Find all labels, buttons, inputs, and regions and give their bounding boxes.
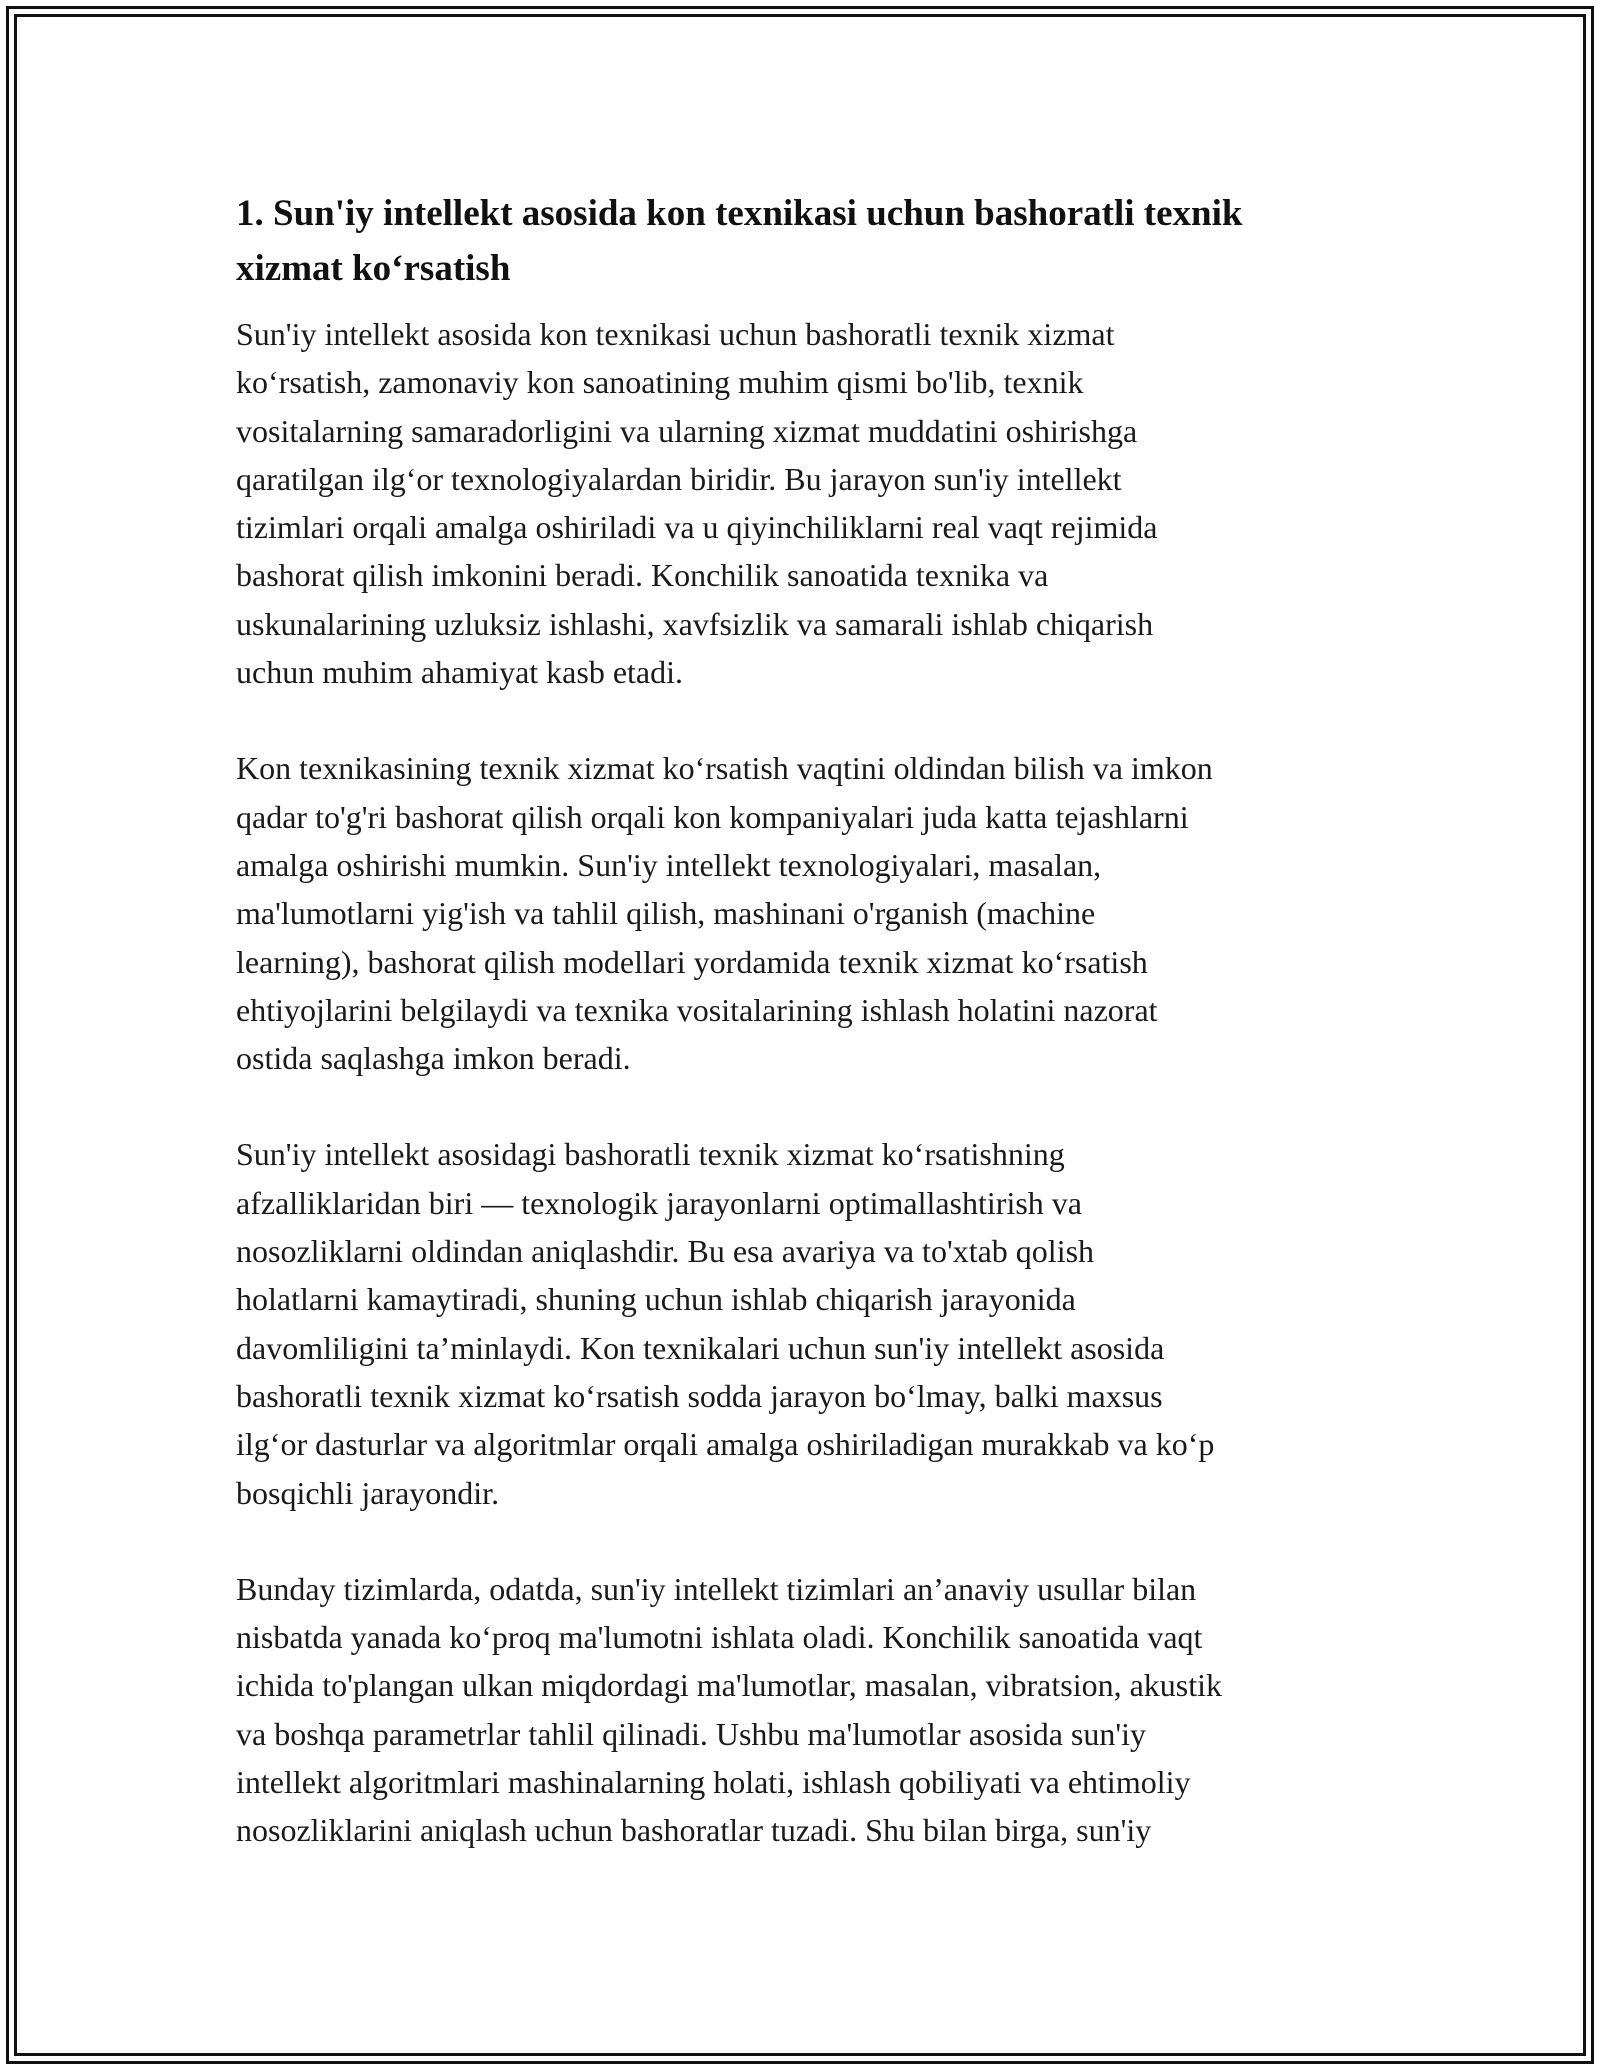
paragraph-line: va boshqa parametrlar tahlil qilinadi. Ushbu ma'lumotlar asosida sun'iy xyxy=(236,1715,1146,1752)
paragraph-line: qadar to'g'ri bashorat qilish orqali kon kompaniyalari juda katta tejashlarni xyxy=(236,798,1189,835)
section-title: 1. Sun'iy intellekt asosida kon texnikasi uchun bashoratli texnik xizmat ko‘rsatish xyxy=(236,193,1243,289)
paragraph-line: nosozliklarni oldindan aniqlashdir. Bu esa avariya va to'xtab qolish xyxy=(236,1233,1095,1270)
document-body xyxy=(236,186,1386,1855)
paragraph-line: Bunday tizimlarda, odatda, sun'iy intellekt tizimlari an’anaviy usullar bilan xyxy=(236,1570,1197,1607)
paragraph-3 xyxy=(236,1130,1386,1516)
paragraph-line: bashoratli texnik xizmat ko‘rsatish sodda jarayon bo‘lmay, balki maxsus xyxy=(236,1377,1163,1414)
paragraph-1 xyxy=(236,310,1386,696)
paragraph-line: intellekt algoritmlari mashinalarning holati, ishlash qobiliyati va ehtimoliy xyxy=(236,1764,1191,1801)
paragraph-line: afzalliklaridan biri — texnologik jarayonlarni optimallashtirish va xyxy=(236,1184,1082,1221)
paragraph-line: ilg‘or dasturlar va algoritmlar orqali amalga oshiriladigan murakkab va ko‘p xyxy=(236,1426,1215,1463)
paragraph-line: bashorat qilish imkonini beradi. Konchilik sanoatida texnika va xyxy=(236,557,1049,594)
paragraph-line: amalga oshirishi mumkin. Sun'iy intellekt texnologiyalari, masalan, xyxy=(236,846,1102,883)
paragraph-line: ko‘rsatish, zamonaviy kon sanoatining muhim qismi bo'lib, texnik xyxy=(236,364,1084,401)
paragraph-2 xyxy=(236,744,1386,1082)
paragraph-line: tizimlari orqali amalga oshiriladi va u qiyinchiliklarni real vaqt rejimida xyxy=(236,509,1158,546)
paragraph-line: bosqichli jarayondir. xyxy=(236,1474,500,1511)
paragraph-line: ichida to'plangan ulkan miqdordagi ma'lumotlar, masalan, vibratsion, akustik xyxy=(236,1667,1223,1704)
paragraph-line: uskunalarining uzluksiz ishlashi, xavfsizlik va samarali ishlab chiqarish xyxy=(236,605,1154,642)
paragraph-line: vositalarning samaradorligini va ularning xizmat muddatini oshirishga xyxy=(236,412,1138,449)
paragraph-line: uchun muhim ahamiyat kasb etadi. xyxy=(236,654,683,691)
paragraph-line: nisbatda yanada ko‘proq ma'lumotni ishlata oladi. Konchilik sanoatida vaqt xyxy=(236,1619,1203,1656)
paragraph-line: ostida saqlashga imkon beradi. xyxy=(236,1040,631,1077)
paragraph-line: holatlarni kamaytiradi, shuning uchun ishlab chiqarish jarayonida xyxy=(236,1281,1076,1318)
paragraph-line: learning), bashorat qilish modellari yordamida texnik xizmat ko‘rsatish xyxy=(236,943,1148,980)
paragraph-line: ehtiyojlarini belgilaydi va texnika vositalarining ishlash holatini nazorat xyxy=(236,991,1158,1028)
paragraph-line: davomliligini ta’minlaydi. Kon texnikalari uchun sun'iy intellekt asosida xyxy=(236,1329,1165,1366)
paragraph-line: Sun'iy intellekt asosidagi bashoratli texnik xizmat ko‘rsatishning xyxy=(236,1136,1065,1173)
paragraph-line: ma'lumotlarni yig'ish va tahlil qilish, mashinani o'rganish (machine xyxy=(236,895,1096,932)
paragraph-line: qaratilgan ilg‘or texnologiyalardan biridir. Bu jarayon sun'iy intellekt xyxy=(236,460,1122,497)
paragraph-line: nosozliklarini aniqlash uchun bashoratlar tuzadi. Shu bilan birga, sun'iy xyxy=(236,1812,1152,1849)
paragraph-line: Sun'iy intellekt asosida kon texnikasi uchun bashoratli texnik xizmat xyxy=(236,316,1115,352)
paragraph-4 xyxy=(236,1565,1386,1855)
paragraph-line: Kon texnikasining texnik xizmat ko‘rsatish vaqtini oldindan bilish va imkon xyxy=(236,750,1213,787)
